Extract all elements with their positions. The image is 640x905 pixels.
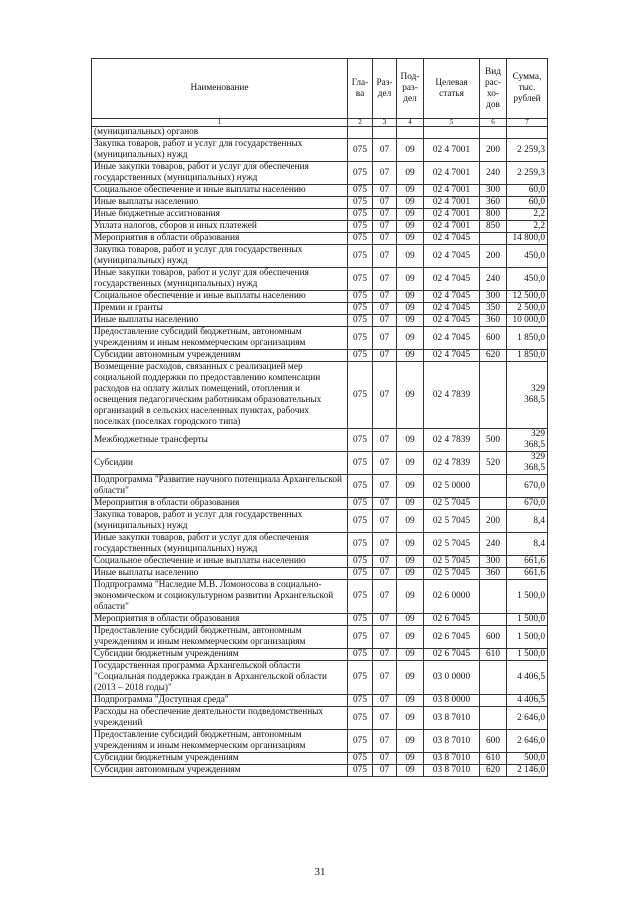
cell-name: Уплата налогов, сборов и иных платежей [92, 221, 348, 233]
cell-name: Субсидии автономным учреждениям [92, 350, 348, 362]
table-row [92, 498, 548, 510]
header-sum-text: Сумма, тыс. рублей [512, 72, 542, 104]
cell-target: 02 5 7045 [424, 510, 480, 533]
cell-podrazdel: 09 [397, 233, 424, 245]
cell-glava: 075 [348, 695, 373, 707]
cell-sum: 1 850,0 [507, 350, 548, 362]
header-sum [507, 59, 548, 119]
cell-vid: 520 [480, 452, 507, 475]
cell-name: Межбюджетные трансферты [92, 429, 348, 452]
table-header-row [92, 59, 548, 119]
cell-target: 03 8 0000 [424, 695, 480, 707]
cell-podrazdel: 09 [397, 291, 424, 303]
header-target [424, 59, 480, 119]
cell-razdel: 07 [373, 139, 397, 162]
cell-sum: 2 146,0 [507, 765, 548, 777]
cell-sum: 2 259,3 [507, 139, 548, 162]
column-number: 7 [507, 119, 548, 127]
header-name [92, 59, 348, 119]
cell-vid: 600 [480, 327, 507, 350]
table-row [92, 221, 548, 233]
cell-podrazdel: 09 [397, 580, 424, 614]
cell-razdel: 07 [373, 498, 397, 510]
cell-glava: 075 [348, 661, 373, 695]
cell-target [424, 127, 480, 139]
cell-razdel: 07 [373, 649, 397, 661]
cell-target: 02 4 7045 [424, 303, 480, 315]
cell-vid: 240 [480, 162, 507, 185]
cell-name: Закупка товаров, работ и услуг для государственных (муниципальных) нужд [92, 139, 348, 162]
cell-glava: 075 [348, 315, 373, 327]
cell-name: Государственная программа Архангельской области "Социальная поддержка граждан в Архангельской области (2013 – 2018 годы)" [92, 661, 348, 695]
cell-razdel [373, 127, 397, 139]
cell-sum: 670,0 [507, 498, 548, 510]
table-row [92, 245, 548, 268]
cell-sum: 329 368,5 [507, 452, 548, 475]
cell-razdel: 07 [373, 185, 397, 197]
header-glava [348, 59, 373, 119]
cell-razdel: 07 [373, 315, 397, 327]
cell-razdel: 07 [373, 614, 397, 626]
table-row [92, 362, 548, 429]
cell-glava: 075 [348, 268, 373, 291]
cell-glava [348, 127, 373, 139]
cell-target: 02 4 7045 [424, 327, 480, 350]
cell-razdel: 07 [373, 209, 397, 221]
table-row [92, 753, 548, 765]
cell-target: 03 8 7010 [424, 707, 480, 730]
cell-sum: 8,4 [507, 533, 548, 556]
cell-razdel: 07 [373, 707, 397, 730]
cell-podrazdel: 09 [397, 626, 424, 649]
cell-name: Закупка товаров, работ и услуг для государственных (муниципальных) нужд [92, 245, 348, 268]
cell-razdel: 07 [373, 362, 397, 429]
cell-name: Иные закупки товаров, работ и услуг для обеспечения государственных (муниципальных) нужд [92, 162, 348, 185]
cell-razdel: 07 [373, 556, 397, 568]
table-row [92, 533, 548, 556]
header-razdel-text: Раз- дел [376, 77, 393, 99]
cell-sum [507, 127, 548, 139]
cell-target: 02 5 7045 [424, 556, 480, 568]
cell-target: 03 8 7010 [424, 753, 480, 765]
table-row [92, 291, 548, 303]
cell-name: Премии и гранты [92, 303, 348, 315]
cell-vid: 300 [480, 291, 507, 303]
cell-name: Иные выплаты населению [92, 197, 348, 209]
table-row [92, 510, 548, 533]
cell-vid: 240 [480, 268, 507, 291]
cell-glava: 075 [348, 185, 373, 197]
cell-name: Субсидии [92, 452, 348, 475]
cell-razdel: 07 [373, 303, 397, 315]
cell-target: 03 0 0000 [424, 661, 480, 695]
table-row [92, 626, 548, 649]
cell-target: 02 4 7045 [424, 291, 480, 303]
cell-vid: 610 [480, 649, 507, 661]
cell-name: Подпрограмма "Доступная среда" [92, 695, 348, 707]
cell-vid: 600 [480, 730, 507, 753]
table-row [92, 475, 548, 498]
cell-podrazdel: 09 [397, 695, 424, 707]
table-row [92, 730, 548, 753]
table-row [92, 350, 548, 362]
cell-podrazdel [397, 127, 424, 139]
cell-name: Иные выплаты населению [92, 315, 348, 327]
cell-sum: 12 500,0 [507, 291, 548, 303]
cell-sum: 2 259,3 [507, 162, 548, 185]
cell-vid: 360 [480, 315, 507, 327]
cell-sum: 2 646,0 [507, 707, 548, 730]
cell-podrazdel: 09 [397, 429, 424, 452]
cell-glava: 075 [348, 429, 373, 452]
table-row [92, 429, 548, 452]
cell-razdel: 07 [373, 568, 397, 580]
cell-glava: 075 [348, 765, 373, 777]
cell-name: Социальное обеспечение и иные выплаты населению [92, 556, 348, 568]
cell-glava: 075 [348, 291, 373, 303]
cell-vid: 850 [480, 221, 507, 233]
cell-razdel: 07 [373, 730, 397, 753]
cell-podrazdel: 09 [397, 649, 424, 661]
cell-glava: 075 [348, 707, 373, 730]
cell-vid: 360 [480, 568, 507, 580]
cell-podrazdel: 09 [397, 315, 424, 327]
table-row [92, 580, 548, 614]
cell-glava: 075 [348, 362, 373, 429]
cell-razdel: 07 [373, 753, 397, 765]
cell-name: Возмещение расходов, связанных с реализацией мер социальной поддержки по предоставлению компенсации расходов на оплату жилых помещений, отопления и освещения педагогическим работникам образовательных организаций в сельских населенных пунктах, рабочих поселках (поселках городского типа) [92, 362, 348, 429]
cell-name: Иные закупки товаров, работ и услуг для обеспечения государственных (муниципальных) нужд [92, 533, 348, 556]
cell-podrazdel: 09 [397, 730, 424, 753]
cell-name: Предоставление субсидий бюджетным, автономным учреждениям и иным некоммерческим организациям [92, 626, 348, 649]
cell-podrazdel: 09 [397, 327, 424, 350]
column-number: 2 [348, 119, 373, 127]
cell-podrazdel: 09 [397, 498, 424, 510]
cell-vid: 200 [480, 245, 507, 268]
table-row [92, 452, 548, 475]
cell-sum: 60,0 [507, 185, 548, 197]
cell-vid: 620 [480, 350, 507, 362]
cell-target: 02 4 7045 [424, 350, 480, 362]
cell-sum: 4 406,5 [507, 695, 548, 707]
column-number: 1 [92, 119, 348, 127]
cell-glava: 075 [348, 730, 373, 753]
cell-vid [480, 695, 507, 707]
column-number: 4 [397, 119, 424, 127]
cell-sum: 8,4 [507, 510, 548, 533]
table-row [92, 327, 548, 350]
header-glava-text: Гла- ва [351, 77, 369, 99]
cell-target: 02 4 7001 [424, 185, 480, 197]
cell-target: 02 4 7001 [424, 221, 480, 233]
cell-target: 02 6 0000 [424, 580, 480, 614]
cell-razdel: 07 [373, 510, 397, 533]
cell-glava: 075 [348, 139, 373, 162]
cell-sum: 500,0 [507, 753, 548, 765]
page-number: 31 [314, 866, 326, 878]
cell-podrazdel: 09 [397, 162, 424, 185]
cell-target: 02 5 7045 [424, 498, 480, 510]
cell-name: Предоставление субсидий бюджетным, автономным учреждениям и иным некоммерческим организациям [92, 730, 348, 753]
table-row [92, 127, 548, 139]
cell-sum: 661,6 [507, 568, 548, 580]
column-number: 3 [373, 119, 397, 127]
cell-vid: 350 [480, 303, 507, 315]
table-row [92, 568, 548, 580]
cell-vid: 360 [480, 197, 507, 209]
cell-podrazdel: 09 [397, 614, 424, 626]
cell-target: 02 6 7045 [424, 614, 480, 626]
cell-razdel: 07 [373, 233, 397, 245]
table-row [92, 139, 548, 162]
cell-razdel: 07 [373, 695, 397, 707]
cell-target: 02 4 7001 [424, 139, 480, 162]
cell-vid [480, 498, 507, 510]
cell-podrazdel: 09 [397, 765, 424, 777]
cell-glava: 075 [348, 753, 373, 765]
cell-name: Иные бюджетные ассигнования [92, 209, 348, 221]
cell-sum: 1 500,0 [507, 626, 548, 649]
header-name-text: Наименование [190, 83, 249, 93]
cell-sum: 1 850,0 [507, 327, 548, 350]
cell-name: Субсидии автономным учреждениям [92, 765, 348, 777]
cell-podrazdel: 09 [397, 452, 424, 475]
cell-glava: 075 [348, 245, 373, 268]
table-row [92, 661, 548, 695]
column-number: 6 [480, 119, 507, 127]
table-row [92, 649, 548, 661]
cell-vid: 600 [480, 626, 507, 649]
cell-sum: 2,2 [507, 221, 548, 233]
cell-target: 02 5 7045 [424, 533, 480, 556]
table-row [92, 765, 548, 777]
cell-sum: 2 646,0 [507, 730, 548, 753]
cell-target: 02 4 7839 [424, 362, 480, 429]
table-row [92, 185, 548, 197]
cell-vid [480, 233, 507, 245]
cell-name: Мероприятия в области образования [92, 614, 348, 626]
table-body [92, 127, 548, 777]
cell-vid: 240 [480, 533, 507, 556]
cell-vid [480, 475, 507, 498]
cell-podrazdel: 09 [397, 753, 424, 765]
cell-sum: 450,0 [507, 245, 548, 268]
cell-vid [480, 580, 507, 614]
cell-target: 03 8 7010 [424, 765, 480, 777]
cell-glava: 075 [348, 556, 373, 568]
cell-vid: 610 [480, 753, 507, 765]
cell-podrazdel: 09 [397, 510, 424, 533]
budget-table [91, 58, 548, 777]
cell-target: 02 4 7045 [424, 268, 480, 291]
cell-razdel: 07 [373, 245, 397, 268]
cell-glava: 075 [348, 221, 373, 233]
cell-glava: 075 [348, 568, 373, 580]
cell-podrazdel: 09 [397, 661, 424, 695]
cell-podrazdel: 09 [397, 221, 424, 233]
cell-glava: 075 [348, 209, 373, 221]
cell-razdel: 07 [373, 197, 397, 209]
cell-razdel: 07 [373, 626, 397, 649]
cell-podrazdel: 09 [397, 556, 424, 568]
cell-sum: 1 500,0 [507, 614, 548, 626]
cell-sum: 60,0 [507, 197, 548, 209]
cell-target: 02 4 7001 [424, 209, 480, 221]
header-razdel [373, 59, 397, 119]
cell-glava: 075 [348, 452, 373, 475]
cell-glava: 075 [348, 510, 373, 533]
table-row [92, 268, 548, 291]
cell-target: 02 4 7045 [424, 233, 480, 245]
cell-podrazdel: 09 [397, 568, 424, 580]
cell-razdel: 07 [373, 162, 397, 185]
cell-vid: 200 [480, 510, 507, 533]
header-podrazdel-text: Под- раз- дел [400, 72, 420, 104]
cell-target: 02 4 7045 [424, 315, 480, 327]
cell-sum: 329 368,5 [507, 429, 548, 452]
cell-target: 02 6 7045 [424, 626, 480, 649]
cell-podrazdel: 09 [397, 707, 424, 730]
cell-glava: 075 [348, 533, 373, 556]
cell-target: 02 4 7839 [424, 452, 480, 475]
cell-glava: 075 [348, 197, 373, 209]
cell-name: Закупка товаров, работ и услуг для государственных (муниципальных) нужд [92, 510, 348, 533]
cell-sum: 2,2 [507, 209, 548, 221]
cell-vid [480, 707, 507, 730]
cell-podrazdel: 09 [397, 139, 424, 162]
cell-razdel: 07 [373, 327, 397, 350]
cell-razdel: 07 [373, 350, 397, 362]
table-row [92, 707, 548, 730]
table-row [92, 209, 548, 221]
cell-target: 02 5 0000 [424, 475, 480, 498]
cell-vid [480, 661, 507, 695]
cell-podrazdel: 09 [397, 475, 424, 498]
cell-name: Подпрограмма "Наследие М.В. Ломоносова в социально-экономическом и социокультурном развитии Архангельской области" [92, 580, 348, 614]
cell-sum: 670,0 [507, 475, 548, 498]
cell-glava: 075 [348, 233, 373, 245]
cell-name: Иные выплаты населению [92, 568, 348, 580]
table-row [92, 303, 548, 315]
cell-sum: 1 500,0 [507, 649, 548, 661]
table-row [92, 233, 548, 245]
cell-glava: 075 [348, 475, 373, 498]
cell-vid [480, 614, 507, 626]
cell-name: Субсидии бюджетным учреждениям [92, 753, 348, 765]
column-number: 5 [424, 119, 480, 127]
cell-podrazdel: 09 [397, 362, 424, 429]
cell-podrazdel: 09 [397, 533, 424, 556]
cell-target: 02 6 7045 [424, 649, 480, 661]
cell-glava: 075 [348, 327, 373, 350]
header-vid-text: Вид рас- хо- дов [485, 66, 501, 110]
cell-name: (муниципальных) органов [92, 127, 348, 139]
cell-glava: 075 [348, 626, 373, 649]
cell-glava: 075 [348, 614, 373, 626]
table-row [92, 197, 548, 209]
cell-name: Субсидии бюджетным учреждениям [92, 649, 348, 661]
cell-glava: 075 [348, 649, 373, 661]
cell-podrazdel: 09 [397, 209, 424, 221]
cell-razdel: 07 [373, 533, 397, 556]
cell-name: Иные закупки товаров, работ и услуг для обеспечения государственных (муниципальных) нужд [92, 268, 348, 291]
cell-sum: 450,0 [507, 268, 548, 291]
cell-razdel: 07 [373, 765, 397, 777]
cell-razdel: 07 [373, 661, 397, 695]
cell-vid: 200 [480, 139, 507, 162]
cell-target: 02 4 7001 [424, 197, 480, 209]
cell-glava: 075 [348, 303, 373, 315]
cell-podrazdel: 09 [397, 245, 424, 268]
cell-target: 02 5 7045 [424, 568, 480, 580]
cell-vid: 800 [480, 209, 507, 221]
cell-glava: 075 [348, 162, 373, 185]
cell-name: Мероприятия в области образования [92, 498, 348, 510]
cell-podrazdel: 09 [397, 350, 424, 362]
table-row [92, 315, 548, 327]
cell-sum: 661,6 [507, 556, 548, 568]
cell-sum: 14 800,0 [507, 233, 548, 245]
cell-target: 02 4 7045 [424, 245, 480, 268]
cell-razdel: 07 [373, 475, 397, 498]
cell-vid [480, 127, 507, 139]
cell-vid: 500 [480, 429, 507, 452]
cell-podrazdel: 09 [397, 197, 424, 209]
header-vid [480, 59, 507, 119]
cell-podrazdel: 09 [397, 303, 424, 315]
cell-name: Расходы на обеспечение деятельности подведомственных учреждений [92, 707, 348, 730]
cell-sum: 1 500,0 [507, 580, 548, 614]
table-row [92, 614, 548, 626]
header-podrazdel [397, 59, 424, 119]
cell-target: 03 8 7010 [424, 730, 480, 753]
cell-glava: 075 [348, 498, 373, 510]
column-number-row [92, 119, 548, 127]
cell-razdel: 07 [373, 291, 397, 303]
table-row [92, 556, 548, 568]
cell-sum: 4 406,5 [507, 661, 548, 695]
cell-name: Социальное обеспечение и иные выплаты населению [92, 291, 348, 303]
cell-target: 02 4 7839 [424, 429, 480, 452]
cell-target: 02 4 7001 [424, 162, 480, 185]
cell-razdel: 07 [373, 580, 397, 614]
cell-glava: 075 [348, 580, 373, 614]
cell-sum: 329 368,5 [507, 362, 548, 429]
cell-razdel: 07 [373, 429, 397, 452]
cell-name: Предоставление субсидий бюджетным, автономным учреждениям и иным некоммерческим организациям [92, 327, 348, 350]
cell-name: Мероприятия в области образования [92, 233, 348, 245]
cell-vid [480, 362, 507, 429]
cell-razdel: 07 [373, 268, 397, 291]
table-row [92, 162, 548, 185]
table-row [92, 695, 548, 707]
cell-razdel: 07 [373, 221, 397, 233]
header-target-text: Целевая статья [435, 77, 468, 99]
cell-vid: 620 [480, 765, 507, 777]
cell-sum: 10 000,0 [507, 315, 548, 327]
cell-name: Подпрограмма "Развитие научного потенциала Архангельской области" [92, 475, 348, 498]
cell-razdel: 07 [373, 452, 397, 475]
cell-vid: 300 [480, 556, 507, 568]
cell-name: Социальное обеспечение и иные выплаты населению [92, 185, 348, 197]
cell-podrazdel: 09 [397, 268, 424, 291]
cell-podrazdel: 09 [397, 185, 424, 197]
cell-vid: 300 [480, 185, 507, 197]
cell-sum: 2 500,0 [507, 303, 548, 315]
cell-glava: 075 [348, 350, 373, 362]
